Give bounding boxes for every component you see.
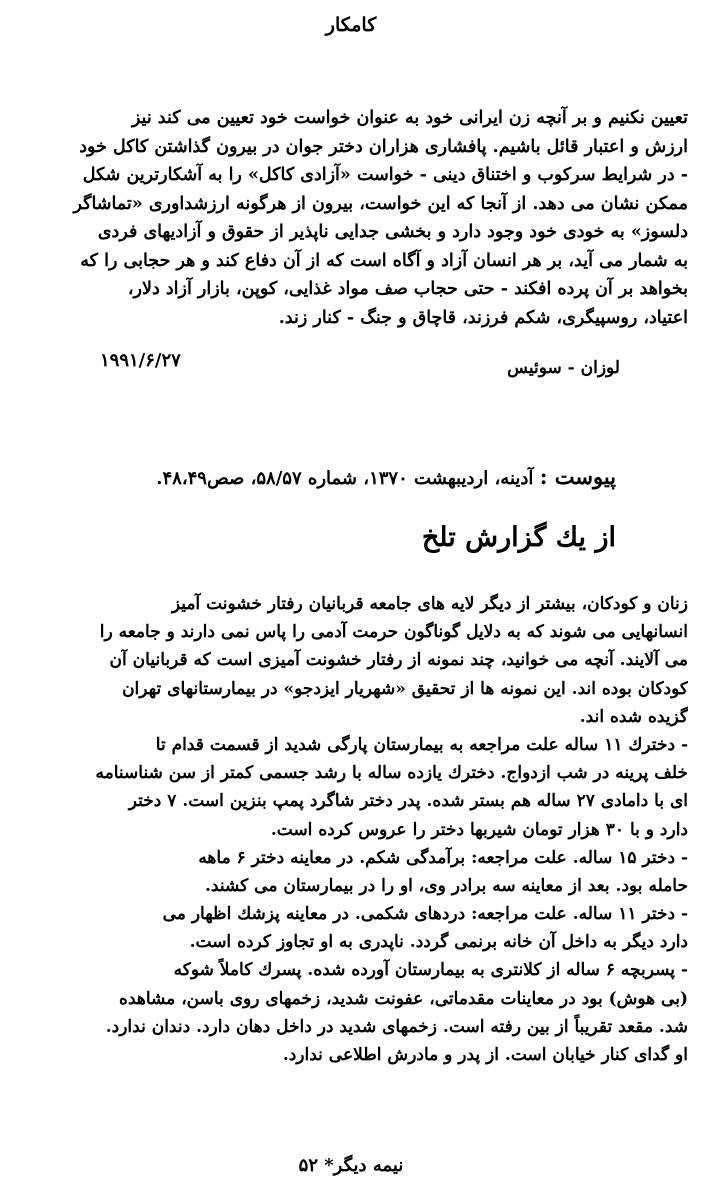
signature-row: [100, 350, 620, 382]
appendix-label: پیوست :: [539, 464, 616, 489]
paragraph-1-line: به شمار می آید، بر هر انسان آزاد و آگاه است که از آن دفاع کند و هر حجابی را که: [80, 250, 688, 271]
paragraph-1-line: دلسوز» به خودی خود وجود دارد و بخشی جدایی ناپذیر از حقوق و آزادیهای فردی: [97, 222, 688, 242]
running-head: کامکار: [325, 14, 377, 36]
paragraph-1-line: - در شرایط سرکوب و اختناق دینی - خواست «آزادی کاکل» را به آشکارترین شکل: [82, 165, 688, 185]
paragraph-2-line: (بی هوش) بود در معاینات مقدماتی، عفونت شدید، زخمهای روی باسن، مشاهده: [119, 988, 688, 1009]
paragraph-2-line: کودکان بوده اند. این نمونه ها از تحقیق «شهریار ایزدجو» در بیمارستانهای تهران: [122, 678, 688, 699]
signature-place: لوزان - سوئیس: [507, 358, 620, 378]
paragraph-2-line: می آلایند. آنچه می خوانید، چند نمونه از رفتار خشونت آمیزی است که قربانیان آن: [109, 650, 688, 671]
paragraph-1: [12, 104, 688, 332]
paragraph-2: [12, 590, 688, 1069]
paragraph-1-line: ممکن نشان می دهد. از آنجا که این خواست، بیرون از هرگونه ارزشداوری «تماشاگر: [73, 193, 688, 214]
article-title: از یك گزارش تلخ: [421, 522, 616, 553]
signature-date: ۱۹۹۱/۶/۲۷: [100, 350, 181, 371]
paragraph-2-line: زنان و کودکان، بیشتر از دیگر لایه های جامعه قربانیان رفتار خشونت آمیز: [171, 594, 688, 614]
paragraph-2-line: او گدای کنار خیابان است. از پدر و مادرش اطلاعی ندارد.: [282, 1045, 688, 1065]
paragraph-2-line: دارد و با ۳۰ هزار تومان شیربها دختر را عروس کرده است.: [270, 819, 688, 840]
paragraph-2-line: شد. مقعد تقریباً از بین رفته است. زخمهای شدید در داخل دهان دارد. دندان ندارد.: [105, 1016, 688, 1037]
paragraph-2-line: حامله بود. بعد از معاینه سه برادر وی، او را در بیمارستان می کشند.: [205, 875, 688, 896]
paragraph-2-line: گزیده شده اند.: [579, 706, 688, 727]
paragraph-1-line: اعتیاد، روسپیگری، شکم فرزند، قاچاق و جنگ - کنار زند.: [278, 307, 688, 328]
paragraph-2-line: خلف پرینه در شب ازدواج. دخترك یازده ساله با رشد جسمی کمتر از سن شناسنامه: [95, 763, 688, 784]
paragraph-2-line: انسانهایی می شوند که به دلایل گوناگون حرمت آدمی را پاس نمی دارند و جامعه را: [99, 622, 688, 643]
paragraph-2-line: - دختر ۱۱ ساله. علت مراجعه: دردهای شکمی. در معاینه پزشك اظهار می: [162, 904, 688, 925]
paragraph-1-line: ارزش و اعتبار قائل باشیم. پافشاری هزاران دختر جوان در بیرون گذاشتن کاکل خود: [79, 136, 688, 157]
paragraph-1-line: تعیین نکنیم و بر آنچه زن ایرانی خود به عنوان خواست خود تعیین می کند نیز: [131, 108, 688, 128]
page-footer: نیمه دیگر* ۵۲: [298, 1155, 404, 1176]
appendix-source: آدینه، اردیبهشت ۱۳۷۰، شماره ۵۸/۵۷، صص۴۸،۴۹.: [156, 468, 534, 489]
paragraph-2-line: ای با دامادی ۲۷ ساله هم بستر شده. پدر دختر شاگرد پمپ بنزین است. ۷ دختر: [128, 791, 688, 812]
paragraph-2-line: - دخترك ۱۱ ساله علت مراجعه به بیمارستان پارگی شدید از قسمت قدام تا: [155, 734, 688, 755]
paragraph-2-line: دارد دیگر به داخل آن خانه برنمی گردد. ناپدری به او تجاوز کرده است.: [189, 932, 688, 953]
paragraph-2-line: - پسربچه ۶ ساله از کلانتری به بیمارستان آورده شده. پسرك کاملاً شوکه: [173, 960, 688, 981]
paragraph-1-line: بخواهد بر آن پرده افکند - حتی حجاب صف مواد غذایی، کوپن، بازار آزاد دلار،: [127, 279, 688, 299]
appendix-reference: [56, 464, 616, 489]
paragraph-2-line: - دختر ۱۵ ساله. علت مراجعه: برآمدگی شکم. در معاینه دختر ۶ ماهه: [198, 847, 688, 868]
